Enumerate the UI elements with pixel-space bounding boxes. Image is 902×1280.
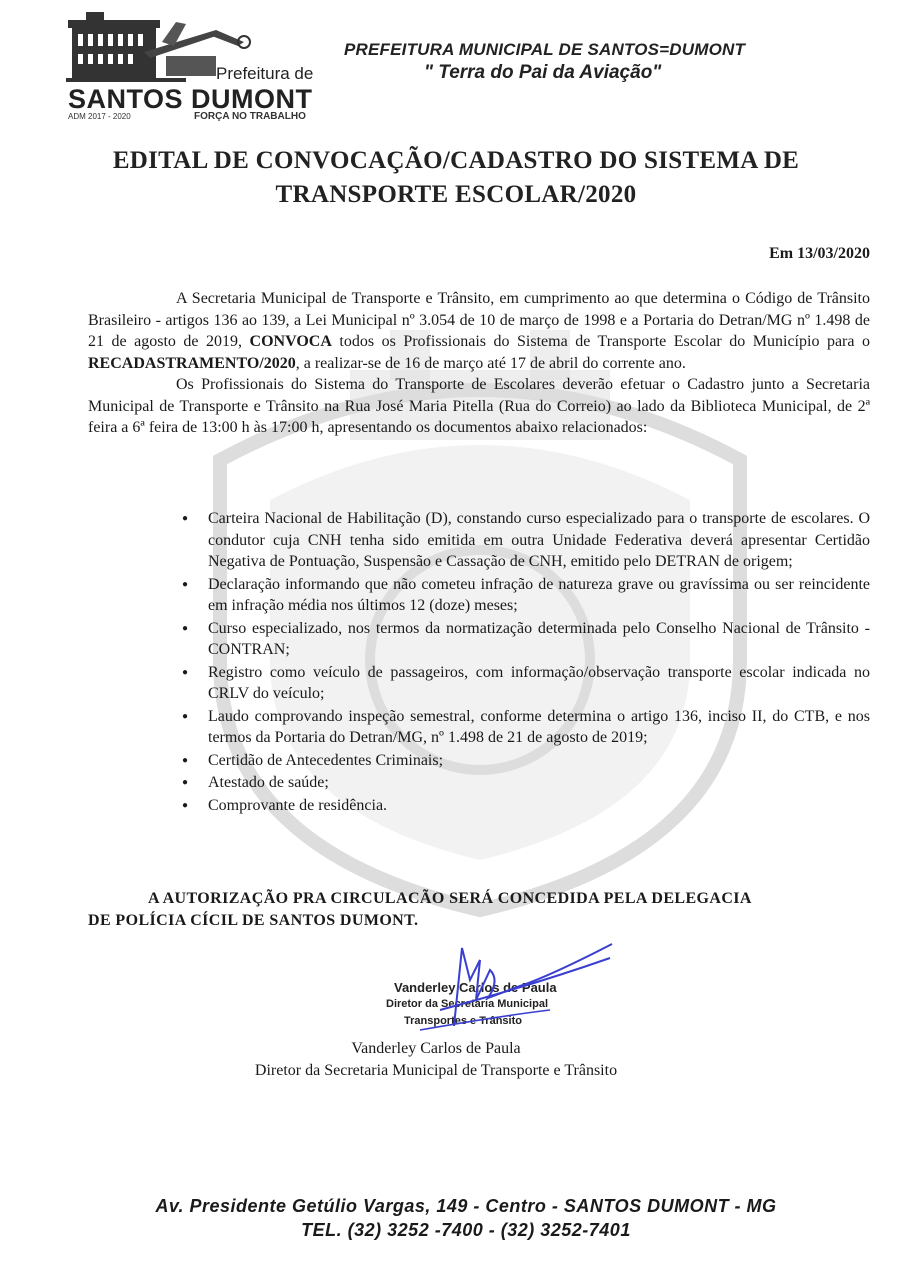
signatory-role: Diretor da Secretaria Municipal de Transporte e Trânsito (254, 1062, 618, 1079)
requirements-list (182, 508, 870, 817)
list-item: ● Carteira Nacional de Habilitação (D), constando curso especializado para o transporte de escolares. O condutor cuja CNH tenha sido emitida em outra Unidade Federativa deverá apresentar Certidão Negativa de Pontuação, Suspensão e Cassação de CNH, emitido pelo DETRAN de origem; (182, 508, 870, 573)
list-item: ● Comprovante de residência. (182, 795, 870, 817)
document-date: Em 13/03/2020 (769, 245, 870, 262)
paragraph1-convoca: CONVOCA (249, 333, 332, 350)
handwritten-signature (380, 940, 620, 1036)
list-item: ● Declaração informando que não cometeu infração de natureza grave ou gravíssima ou ser reincidente em infração média nos últimos 12 (doze) meses; (182, 574, 870, 617)
list-item: ● Registro como veículo de passageiros, com informação/observação transporte escolar indicada no CRLV do veículo; (182, 662, 870, 705)
logo-slogan: FORÇA NO TRABALHO (194, 111, 306, 122)
document-body (88, 288, 870, 439)
document-title-line2: TRANSPORTE ESCOLAR/2020 (275, 181, 637, 208)
stamp-role: Diretor da Secretaria Municipal (386, 998, 548, 1010)
list-item: ● Certidão de Antecedentes Criminais; (182, 750, 870, 772)
footer-phone: TEL. (32) 3252 -7400 - (32) 3252-7401 (301, 1220, 631, 1240)
list-item: ● Atestado de saúde; (182, 772, 870, 794)
document-title-line1: EDITAL DE CONVOCAÇÃO/CADASTRO DO SISTEMA DE (112, 147, 800, 174)
stamp-name: Vanderley Carlos de Paula (394, 980, 557, 995)
logo-prefeitura-text: Prefeitura de (216, 64, 314, 83)
notice-line2: DE POLÍCIA CÍCIL DE SANTOS DUMONT. (88, 912, 419, 929)
document-title (60, 144, 852, 212)
prefeitura-logo (66, 12, 328, 124)
notice-line1: A AUTORIZAÇÃO PRA CIRCULACÃO SERÁ CONCEDIDA PELA DELEGACIA (148, 890, 752, 907)
paragraph1-text-middle: todos os Profissionais do Sistema de Transporte Escolar do Município para o (331, 333, 870, 350)
signatory-name: Vanderley Carlos de Paula (351, 1040, 521, 1057)
paragraph1-text-start: A Secretaria Municipal de Transporte e Trânsito, em cumprimento ao que determina o Código de Trânsito Brasileiro - artigos 136 ao 139, a Lei Municipal nº 3.054 de 10 de março de 1998 e a Portaria do Detran/MG nº 1.498 de 21 de agosto de 2019, (88, 290, 870, 350)
header-title: PREFEITURA MUNICIPAL DE SANTOS=DUMONT (344, 40, 746, 59)
logo-administration-years: ADM 2017 - 2020 (68, 112, 131, 121)
footer-address: Av. Presidente Getúlio Vargas, 149 - Centro - SANTOS DUMONT - MG (155, 1196, 777, 1216)
list-item: ● Curso especializado, nos termos da normatização determinada pelo Conselho Nacional de Trânsito - CONTRAN; (182, 618, 870, 661)
logo-city-name: SANTOS DUMONT (68, 84, 313, 114)
list-item: ● Laudo comprovando inspeção semestral, conforme determina o artigo 136, inciso II, do CTB, e nos termos da Portaria do Detran/MG, nº 1.498 de 21 de agosto de 2019; (182, 706, 870, 749)
official-stamp (380, 940, 620, 1036)
paragraph1-recadastramento: RECADASTRAMENTO/2020 (88, 354, 296, 372)
paragraph-convocation (88, 288, 870, 374)
authorization-notice (88, 888, 868, 932)
paragraph-instructions: Os Profissionais do Sistema do Transporte de Escolares deverão efetuar o Cadastro junto a Secretaria Municipal de Transporte e Trânsito na Rua José Maria Pitella (Rua do Correio) ao lado da Biblioteca Municipal, de 2ª feira a 6ª feira de 13:00 h às 17:00 h, apresentando os documentos abaixo relacionados: (88, 376, 870, 436)
stamp-department: Transportes e Trânsito (404, 1015, 522, 1027)
header-motto: " Terra do Pai da Aviação" (424, 62, 662, 83)
paragraph1-text-end: , a realizar-se de 16 de março até 17 de abril do corrente ano. (295, 354, 686, 372)
